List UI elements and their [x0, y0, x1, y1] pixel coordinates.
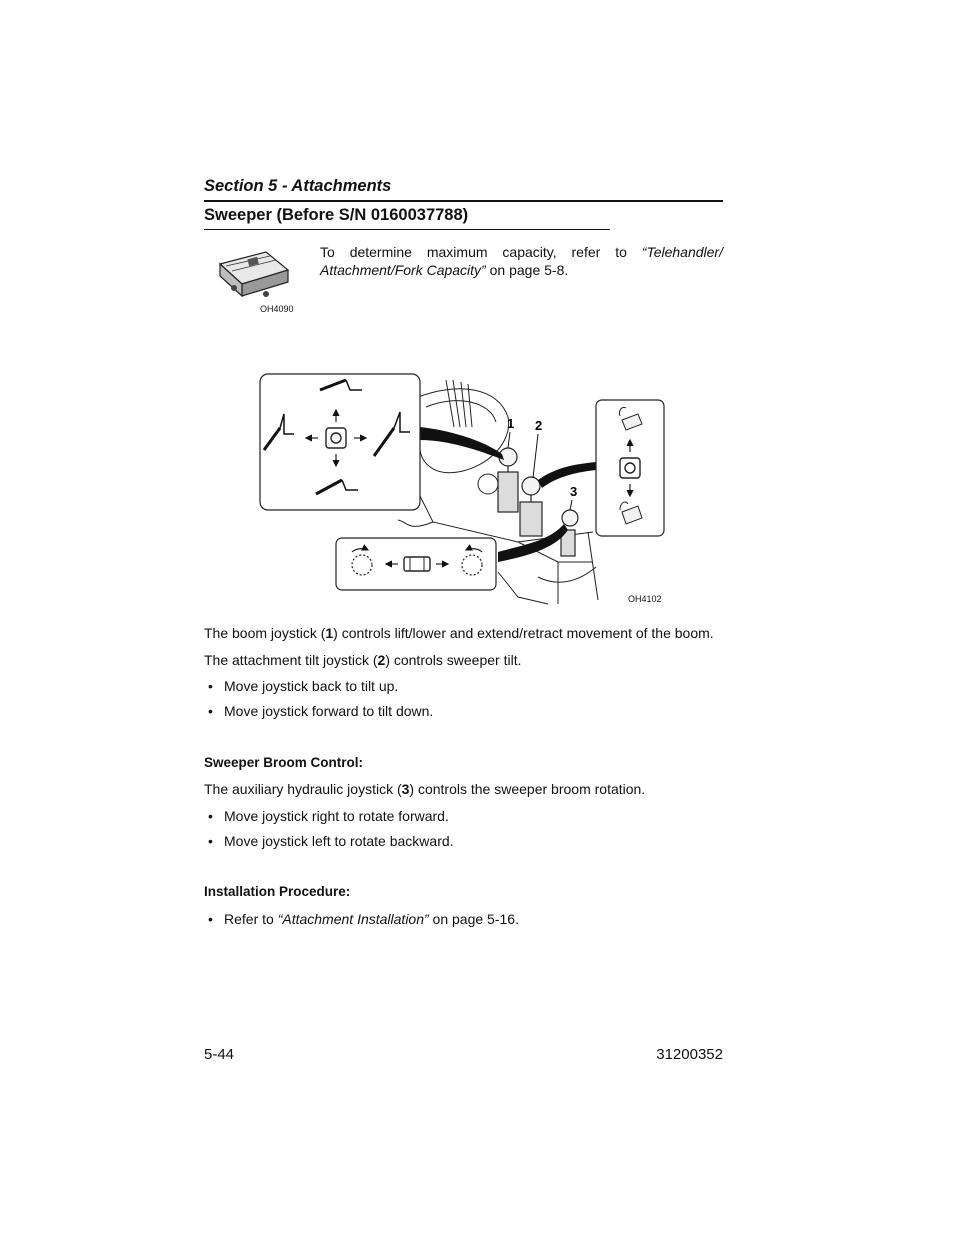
document-number: 31200352: [656, 1046, 723, 1063]
bullet: •: [208, 678, 213, 694]
intro-line-1: [320, 243, 723, 261]
broom-rotation-inset: [336, 538, 496, 590]
broom-control-heading: Sweeper Broom Control:: [204, 755, 364, 770]
pointer-band-2: [538, 462, 596, 488]
page-heading: Sweeper (Before S/N 0160037788): [204, 206, 469, 224]
intro-word: to: [615, 244, 627, 260]
list-item: [208, 678, 398, 694]
list-item-text: Move joystick forward to tilt down.: [224, 703, 434, 719]
callout-2: 2: [535, 418, 543, 433]
text-span: ) controls the sweeper broom rotation.: [409, 781, 646, 797]
pointer-band-1: [420, 427, 504, 460]
heading-underline: [204, 229, 610, 230]
intro-word: capacity,: [502, 244, 557, 260]
list-item-text: Move joystick right to rotate forward.: [224, 808, 449, 824]
capacity-link-part1[interactable]: “Telehandler/: [641, 244, 723, 260]
capacity-link-part2[interactable]: Attachment/Fork Capacity”: [320, 262, 486, 278]
joystick-figure-caption: OH4102: [628, 594, 662, 604]
intro-suffix: on page 5-8.: [485, 262, 569, 278]
intro-word: refer: [571, 244, 601, 260]
page-number: 5-44: [204, 1046, 235, 1063]
list-item-text: on page 5-16.: [428, 911, 519, 927]
intro-word: determine: [349, 244, 412, 260]
tilt-joystick-paragraph: [204, 652, 521, 668]
text-span: The attachment tilt joystick (: [204, 652, 378, 668]
installation-heading: Installation Procedure:: [204, 884, 351, 899]
sweeper-attachment-icon: [214, 244, 294, 306]
bullet: •: [208, 911, 213, 927]
list-item: [208, 808, 449, 824]
list-item: [208, 833, 454, 849]
section-title: Section 5 - Attachments: [204, 177, 392, 195]
list-item-text: Move joystick back to tilt up.: [224, 678, 399, 694]
sweeper-icon-caption: OH4090: [260, 304, 294, 314]
callout-3: 3: [570, 484, 578, 499]
text-span: ) controls lift/lower and extend/retract movement of the boom.: [333, 625, 714, 641]
callout-ref: 3: [401, 781, 410, 797]
joystick-2: [520, 477, 542, 536]
bullet: •: [208, 833, 213, 849]
text-span: The boom joystick (: [204, 625, 326, 641]
aux-joystick-paragraph: [204, 781, 645, 797]
callout-ref: 2: [377, 652, 386, 668]
boom-joystick-paragraph: [204, 625, 714, 641]
list-item: [208, 703, 433, 719]
intro-word: To: [320, 244, 335, 260]
list-item-text: Refer to: [224, 911, 278, 927]
bullet: •: [208, 703, 213, 719]
installation-link[interactable]: “Attachment Installation”: [277, 911, 429, 927]
intro-word: maximum: [426, 244, 488, 260]
list-item-text: Move joystick left to rotate backward.: [224, 833, 454, 849]
callout-1: 1: [507, 416, 515, 431]
intro-line-2: [320, 261, 723, 279]
intro-paragraph: [320, 243, 723, 279]
section-divider: [204, 200, 723, 202]
tilt-control-inset: [596, 400, 664, 536]
text-span: ) controls sweeper tilt.: [385, 652, 522, 668]
list-item: [208, 911, 519, 927]
callout-ref: 1: [325, 625, 334, 641]
text-span: The auxiliary hydraulic joystick (: [204, 781, 402, 797]
bullet: •: [208, 808, 213, 824]
boom-control-inset: [260, 374, 420, 510]
joystick-controls-figure: [258, 372, 668, 610]
